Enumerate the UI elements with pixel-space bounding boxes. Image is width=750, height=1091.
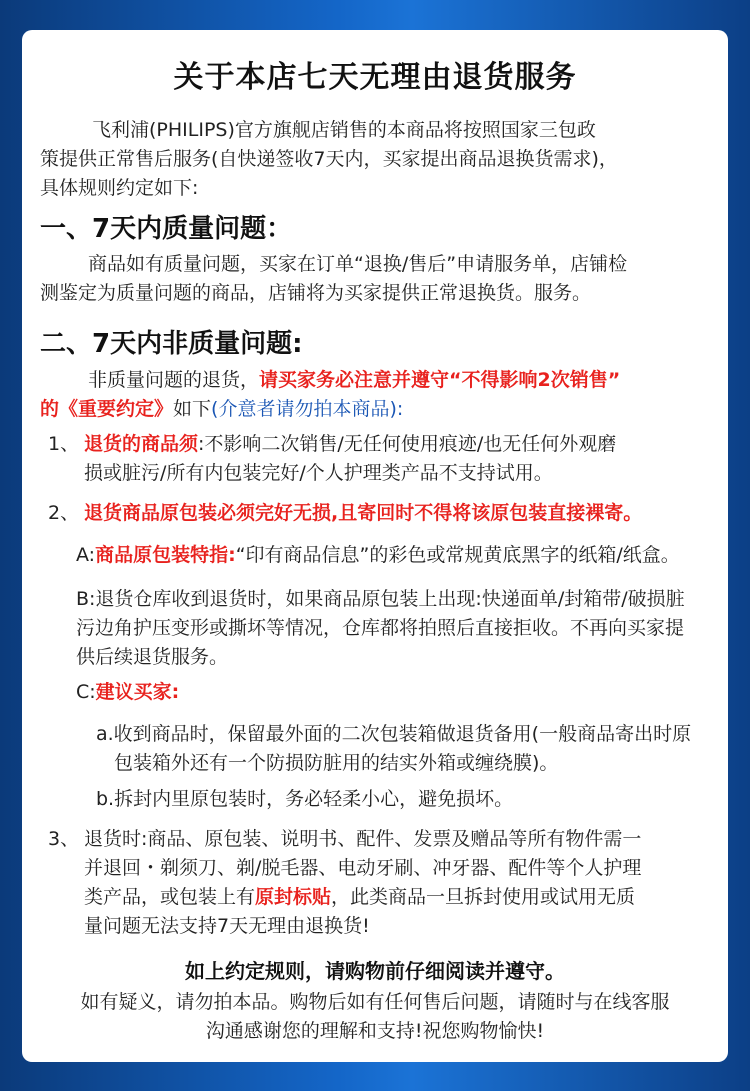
section2-line-2b: 如下 (173, 398, 212, 420)
item2-number: 2、 (48, 502, 80, 524)
item1-line-1 (84, 430, 616, 459)
footer-line-2: 沟通感谢您的理解和支持!祝您购物愉快! (205, 1020, 545, 1042)
subB-line-2: 污边角护压变形或撕坏等情况，仓库都将拍照后直接拒收。不再向买家提 (76, 617, 685, 639)
item3-line-1: 退货时:商品、原包装、说明书、配件、发票及赠品等所有物件需一 (84, 828, 642, 850)
item1-lead: 退货的商品须 (84, 433, 199, 455)
footer-bold: 如上约定规则，请购物前仔细阅读并遵守。 (185, 959, 565, 983)
intro-line-2: 策提供正常售后服务(自快递签收7天内，买家提出商品退换货需求)， (40, 148, 618, 170)
seal-label: 原封标贴 (255, 886, 332, 908)
section2-note: (介意者请勿拍本商品): (211, 398, 404, 420)
suba-line-1: a.收到商品时，保留最外面的二次包装箱做退货备用(一般商品寄出时原 (96, 723, 692, 745)
page-title: 关于本店七天无理由退货服务 (173, 60, 577, 95)
intro-line-1: 飞利浦(PHILIPS)官方旗舰店销售的本商品将按照国家三包政 (92, 119, 596, 141)
item2-text: 退货商品原包装必须完好无损,且寄回时不得将该原包装直接裸寄。 (84, 502, 643, 524)
item3-number: 3、 (48, 828, 80, 850)
subA-prefix: A: (76, 544, 96, 566)
item3-line-3 (84, 883, 635, 912)
intro-line-3: 具体规则约定如下: (40, 177, 199, 199)
section2-line-1 (88, 366, 620, 395)
section1-heading: 一、7天内质量问题： (40, 214, 293, 244)
section2-heading: 二、7天内非质量问题: (40, 329, 303, 359)
footer-line-1: 如有疑义，请勿拍本品。购物后如有任何售后问题，请随时与在线客服 (80, 991, 670, 1013)
subC-prefix: C: (76, 681, 96, 703)
subA-line (76, 541, 680, 570)
item3-line-4: 量问题无法支持7天无理由退换货! (84, 915, 370, 937)
rules-card (22, 30, 728, 1062)
subA-text: “印有商品信息”的彩色或常规黄底黑字的纸箱/纸盒。 (235, 544, 680, 566)
subB-line-1: B:退货仓库收到退货时，如果商品原包装上出现:快递面单/封箱带/破损脏 (76, 588, 685, 610)
suba-line-2: 包装箱外还有一个防损防脏用的结实外箱或缠绕膜)。 (114, 752, 559, 774)
item3-line-3a: 类产品，或包装上有 (84, 886, 256, 908)
important-agreement: 的《重要约定》 (40, 398, 174, 420)
subb-line-1: b.拆封内里原包装时，务必轻柔小心，避免损坏。 (96, 788, 514, 810)
subA-lead: 商品原包装特指: (95, 544, 236, 566)
subC-line (76, 678, 179, 707)
subC-lead: 建议买家: (95, 681, 180, 703)
section1-line-1: 商品如有质量问题，买家在订单“退换/售后”申请服务单，店铺检 (88, 253, 628, 275)
section1-line-2: 测鉴定为质量问题的商品，店铺将为买家提供正常退换货。服务。 (40, 282, 592, 304)
section2-line-1a: 非质量问题的退货， (88, 369, 260, 391)
item1-number: 1、 (48, 433, 80, 455)
item3-line-2: 并退回・剃须刀、剃/脱毛器、电动牙刷、冲牙器、配件等个人护理 (84, 857, 642, 879)
item3-line-3c: ，此类商品一旦拆封使用或试用无质 (331, 886, 636, 908)
subB-line-3: 供后续退货服务。 (76, 646, 229, 668)
section2-warning: 请买家务必注意并遵守“不得影响2次销售” (259, 369, 621, 391)
item1-line-2: 损或脏污/所有内包装完好/个人护理类产品不支持试用。 (84, 462, 553, 484)
section2-line-2 (40, 395, 403, 424)
item1-text: :不影响二次销售/无任何使用痕迹/也无任何外观磨 (198, 433, 617, 455)
